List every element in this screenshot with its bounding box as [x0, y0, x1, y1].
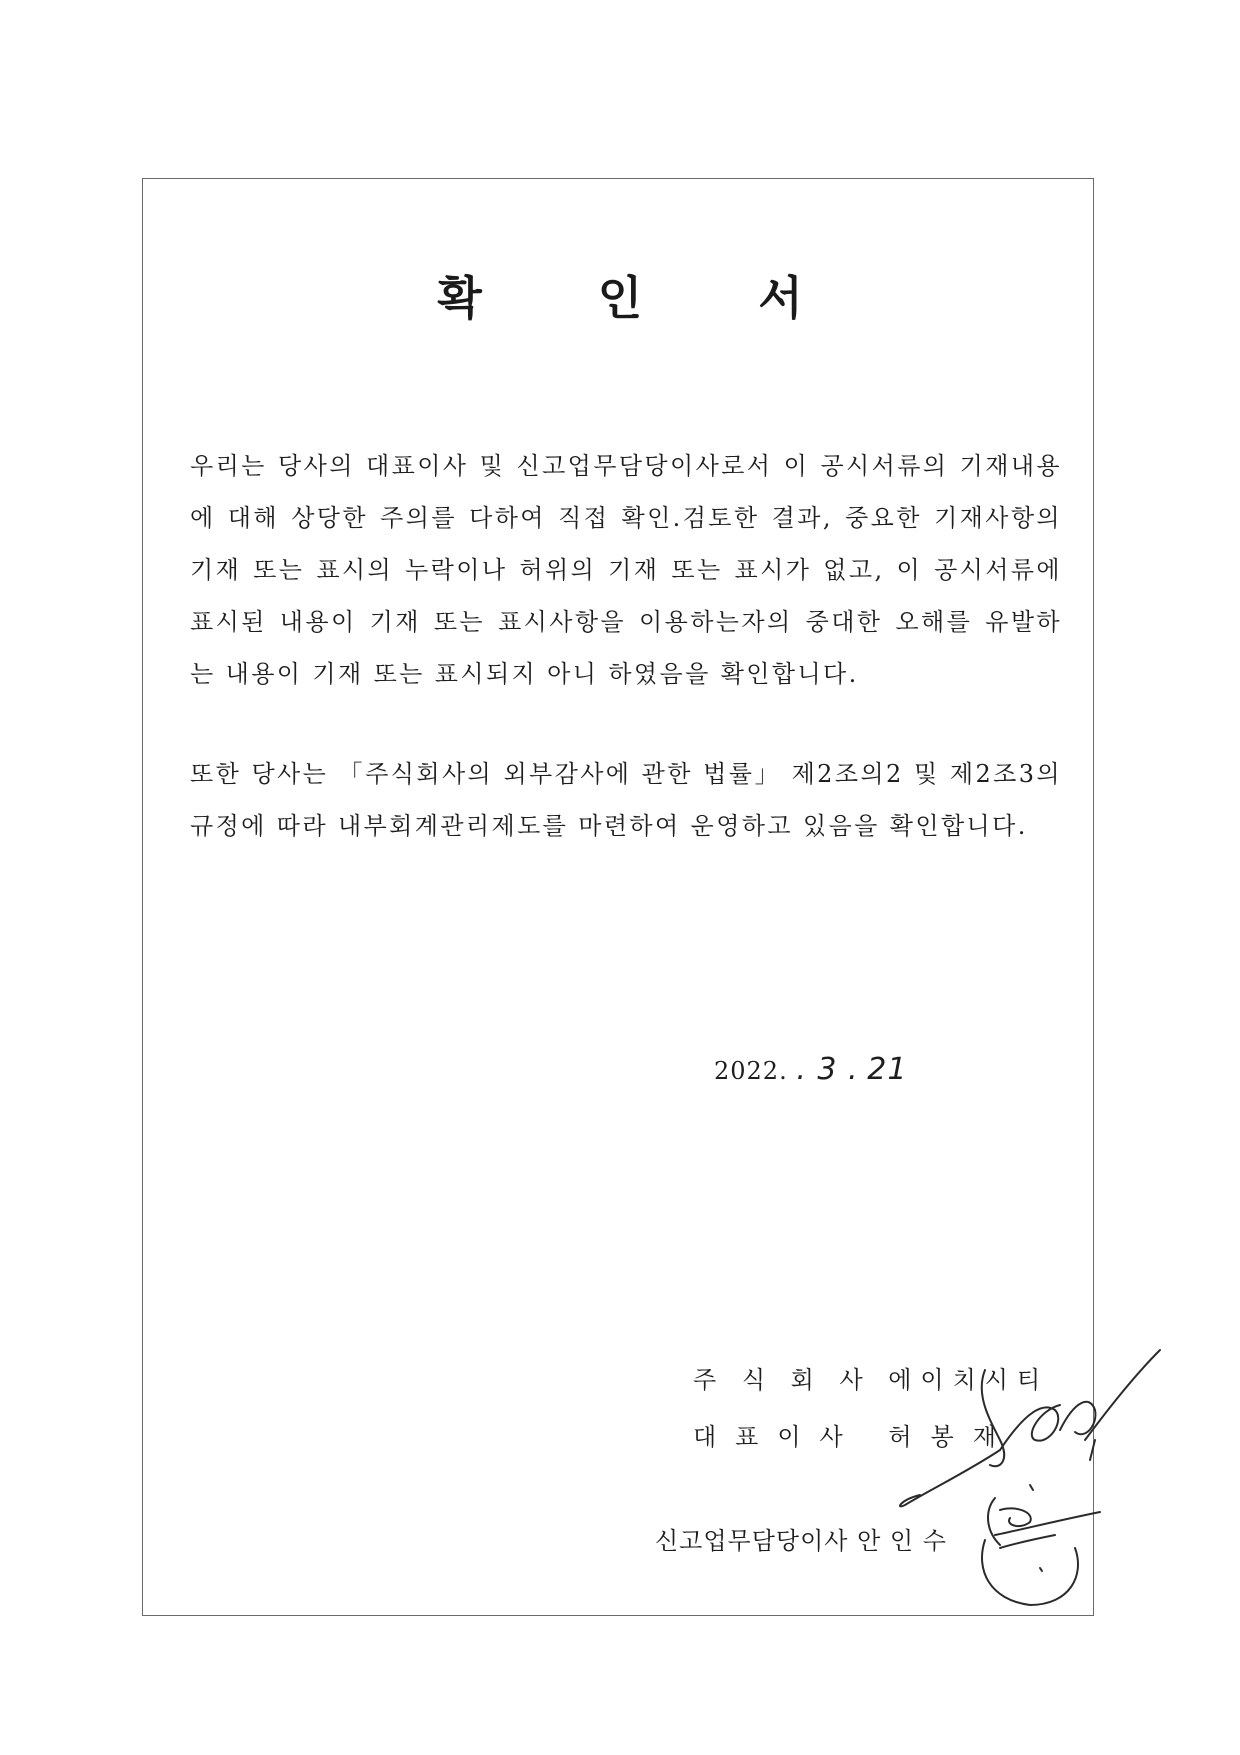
date-year: 2022.: [714, 1057, 788, 1085]
disclosure-officer-name: 신고업무담당이사 안 인 수: [655, 1527, 947, 1555]
confirmation-paragraph: 우리는 당사의 대표이사 및 신고업무담당이사로서 이 공시서류의 기재내용에 대해 상당한 주의를 다하여 직접 확인.검토한 결과, 중요한 기재사항의 기재 또는 표시의 누락이나 허위의 기재 또는 표시가 없고, 이 공시서류에 표시된 내용이 기재 또는 표시사항을 이용하는자의 중대한 오해를 유발하는 내용이 기재 또는 표시되지 아니 하였음을 확인합니다.: [190, 452, 1062, 688]
ceo-name: 대표이사 허봉재: [693, 1423, 1015, 1451]
document-title: 확 인 서: [437, 271, 853, 325]
company-name: 주 식 회 사 에이치시티: [693, 1366, 1050, 1394]
document-frame: [142, 178, 1094, 1616]
date-month: . 3 .: [796, 1052, 859, 1087]
document-date: [714, 1052, 907, 1087]
date-day: 21: [867, 1052, 908, 1087]
internal-control-paragraph: 또한 당사는 「주식회사의 외부감사에 관한 법률」 제2조의2 및 제2조3의 규정에 따라 내부회계관리제도를 마련하여 운영하고 있음을 확인합니다.: [190, 760, 1062, 840]
